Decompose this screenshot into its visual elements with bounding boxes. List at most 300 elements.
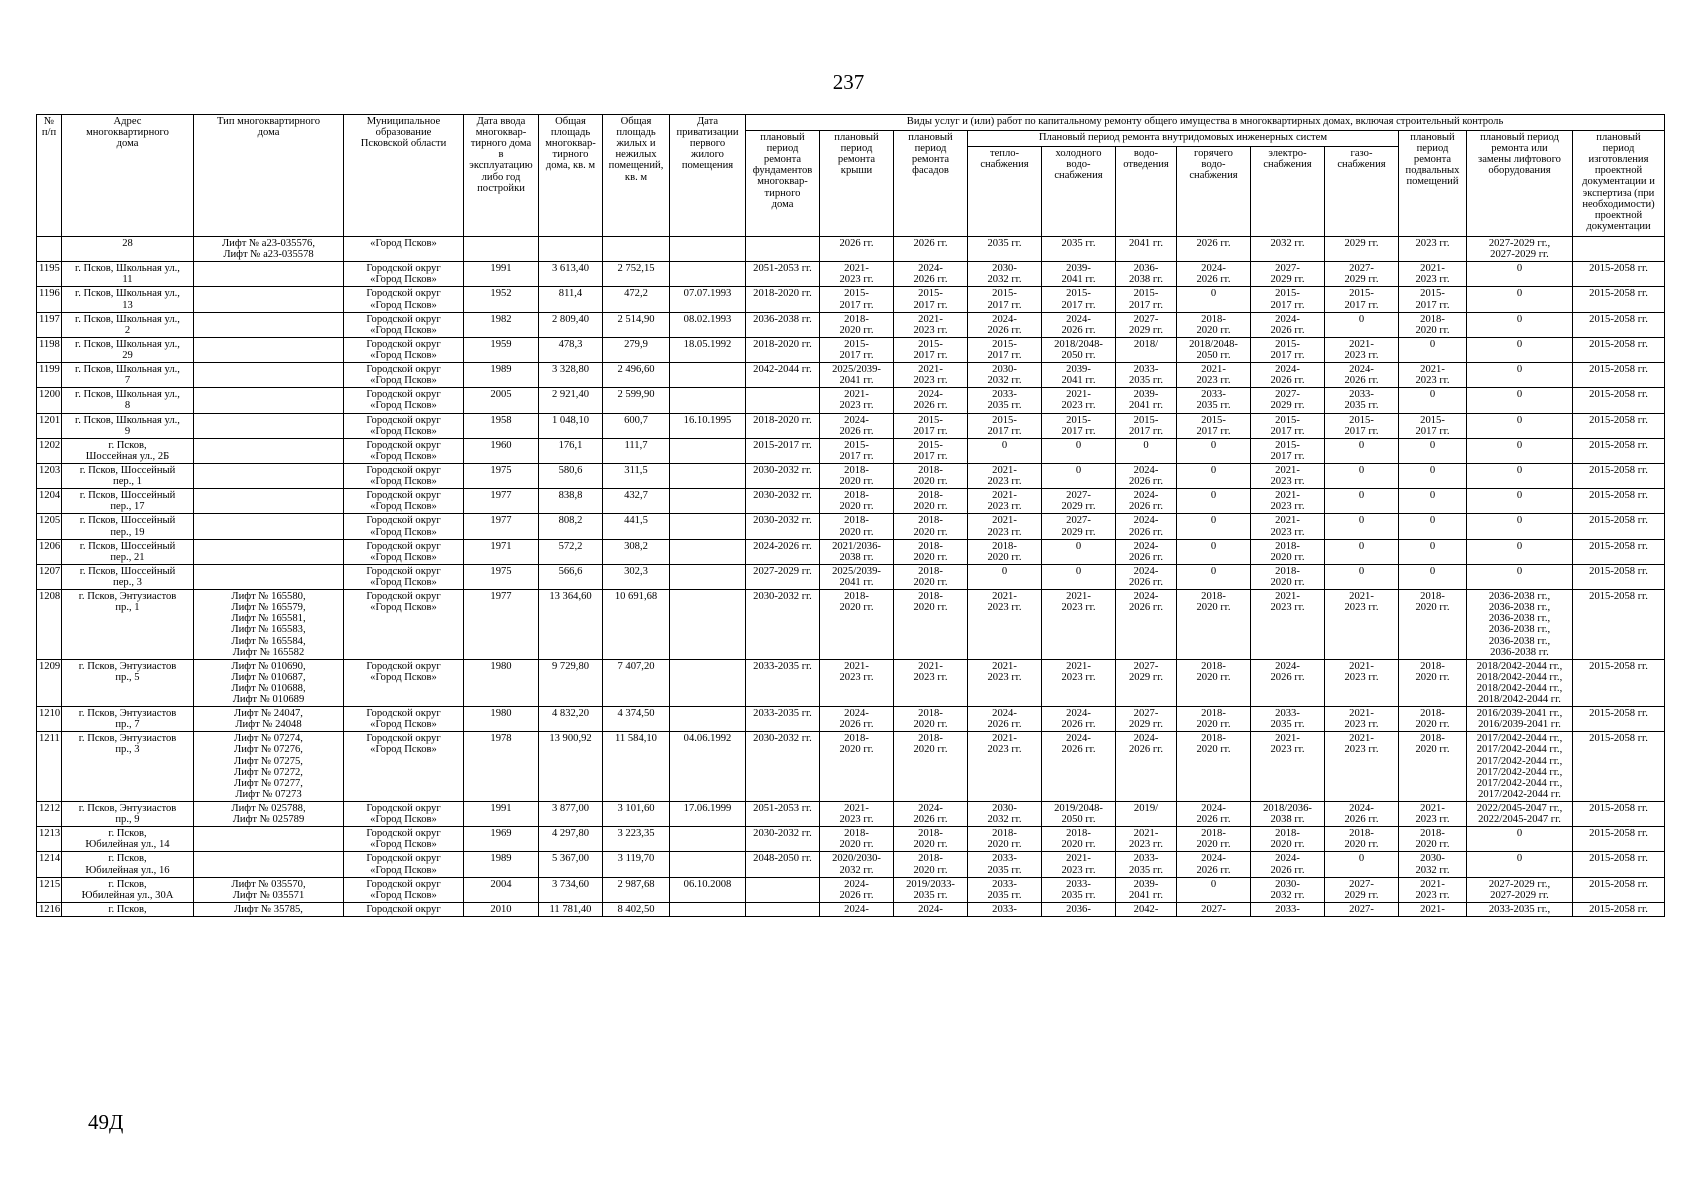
cell-facade: 2015- 2017 гг. [894, 337, 968, 362]
cell-lift: 0 [1467, 287, 1573, 312]
cell-priv: 04.06.1992 [670, 732, 746, 802]
cell-lift: 0 [1467, 827, 1573, 852]
cell-facade: 2018- 2020 гг. [894, 590, 968, 660]
cell-foundation [746, 902, 820, 916]
cell-lift: 0 [1467, 413, 1573, 438]
cell-total: 2 921,40 [539, 388, 603, 413]
cell-address: г. Псков, Юбилейная ул., 30А [62, 877, 194, 902]
cell-type [194, 312, 344, 337]
cell-living: 441,5 [603, 514, 670, 539]
table-row [37, 732, 1665, 802]
col-type-header: Тип многоквартирного дома [194, 115, 344, 237]
cell-type [194, 262, 344, 287]
cell-heat: 2015- 2017 гг. [968, 413, 1042, 438]
cell-priv [670, 902, 746, 916]
cell-facade: 2018- 2020 гг. [894, 827, 968, 852]
cell-heat: 2021- 2023 гг. [968, 732, 1042, 802]
cell-sewer: 2024- 2026 гг. [1116, 732, 1177, 802]
cell-municipality: Городской округ «Город Псков» [344, 262, 464, 287]
cell-cold: 0 [1042, 463, 1116, 488]
cell-electric: 2018/2036- 2038 гг. [1251, 802, 1325, 827]
cell-basement: 0 [1399, 539, 1467, 564]
cell-heat: 2021- 2023 гг. [968, 659, 1042, 706]
cell-electric: 2024- 2026 гг. [1251, 659, 1325, 706]
cell-total: 5 367,00 [539, 852, 603, 877]
cell-lift: 0 [1467, 514, 1573, 539]
cell-commission: 1991 [464, 802, 539, 827]
cell-living: 3 101,60 [603, 802, 670, 827]
cell-roof: 2024- 2026 гг. [820, 877, 894, 902]
cell-heat: 2021- 2023 гг. [968, 590, 1042, 660]
cell-design: 2015-2058 гг. [1573, 388, 1665, 413]
cell-total: 13 364,60 [539, 590, 603, 660]
col-roof-header: плановый период ремонта крыши [820, 131, 894, 237]
cell-design: 2015-2058 гг. [1573, 659, 1665, 706]
cell-total: 838,8 [539, 489, 603, 514]
cell-basement: 0 [1399, 564, 1467, 589]
col-num-header: № п/п [37, 115, 62, 237]
cell-foundation: 2030-2032 гг. [746, 590, 820, 660]
cell-commission: 1978 [464, 732, 539, 802]
cell-sewer: 2033- 2035 гг. [1116, 852, 1177, 877]
cell-electric: 2018- 2020 гг. [1251, 564, 1325, 589]
cell-design: 2015-2058 гг. [1573, 852, 1665, 877]
cell-design: 2015-2058 гг. [1573, 802, 1665, 827]
cell-hot: 2018- 2020 гг. [1177, 732, 1251, 802]
cell-municipality: Городской округ «Город Псков» [344, 827, 464, 852]
cell-cold: 2024- 2026 гг. [1042, 312, 1116, 337]
cell-municipality: Городской округ «Город Псков» [344, 659, 464, 706]
cell-commission: 1975 [464, 463, 539, 488]
cell-commission: 1980 [464, 659, 539, 706]
cell-sewer: 2027- 2029 гг. [1116, 707, 1177, 732]
cell-num [37, 237, 62, 262]
cell-lift: 0 [1467, 564, 1573, 589]
cell-heat: 2018- 2020 гг. [968, 827, 1042, 852]
cell-electric: 2018- 2020 гг. [1251, 827, 1325, 852]
cell-facade: 2024- 2026 гг. [894, 262, 968, 287]
table-row [37, 590, 1665, 660]
cell-hot: 2021- 2023 гг. [1177, 363, 1251, 388]
cell-foundation: 2030-2032 гг. [746, 463, 820, 488]
cell-heat: 2021- 2023 гг. [968, 489, 1042, 514]
cell-electric: 2015- 2017 гг. [1251, 287, 1325, 312]
cell-design: 2015-2058 гг. [1573, 337, 1665, 362]
cell-gas: 0 [1325, 564, 1399, 589]
cell-num: 1196 [37, 287, 62, 312]
cell-priv [670, 438, 746, 463]
table-row [37, 707, 1665, 732]
cell-basement: 0 [1399, 489, 1467, 514]
cell-electric: 2021- 2023 гг. [1251, 732, 1325, 802]
footer-code: 49Д [88, 1110, 124, 1134]
cell-type [194, 463, 344, 488]
cell-type: Лифт № 165580, Лифт № 165579, Лифт № 165581, Лифт № 165583, Лифт № 165584, Лифт № 165582 [194, 590, 344, 660]
cell-design [1573, 237, 1665, 262]
cell-type [194, 337, 344, 362]
cell-roof: 2026 гг. [820, 237, 894, 262]
cell-cold: 2021- 2023 гг. [1042, 852, 1116, 877]
cell-living: 2 987,68 [603, 877, 670, 902]
cell-address: г. Псков, Шоссейный пер., 17 [62, 489, 194, 514]
cell-address: г. Псков, Школьная ул., 9 [62, 413, 194, 438]
table-row [37, 262, 1665, 287]
cell-municipality: Городской округ «Город Псков» [344, 877, 464, 902]
cell-priv: 17.06.1999 [670, 802, 746, 827]
cell-electric: 2015- 2017 гг. [1251, 438, 1325, 463]
cell-design: 2015-2058 гг. [1573, 463, 1665, 488]
cell-electric: 2018- 2020 гг. [1251, 539, 1325, 564]
cell-lift: 0 [1467, 539, 1573, 564]
cell-heat: 2024- 2026 гг. [968, 707, 1042, 732]
cell-heat: 2021- 2023 гг. [968, 514, 1042, 539]
cell-living: 302,3 [603, 564, 670, 589]
cell-hot: 2018- 2020 гг. [1177, 707, 1251, 732]
cell-cold: 0 [1042, 438, 1116, 463]
cell-municipality: Городской округ «Город Псков» [344, 802, 464, 827]
cell-num: 1215 [37, 877, 62, 902]
cell-lift: 2016/2039-2041 гг., 2016/2039-2041 гг. [1467, 707, 1573, 732]
cell-gas: 2021- 2023 гг. [1325, 707, 1399, 732]
cell-sewer: 2024- 2026 гг. [1116, 514, 1177, 539]
cell-type [194, 539, 344, 564]
cell-total: 811,4 [539, 287, 603, 312]
cell-living: 2 496,60 [603, 363, 670, 388]
cell-lift: 0 [1467, 363, 1573, 388]
cell-roof: 2018- 2020 гг. [820, 463, 894, 488]
cell-foundation: 2051-2053 гг. [746, 262, 820, 287]
cell-design: 2015-2058 гг. [1573, 539, 1665, 564]
cell-total: 2 809,40 [539, 312, 603, 337]
cell-electric: 2030- 2032 гг. [1251, 877, 1325, 902]
cell-num: 1211 [37, 732, 62, 802]
cell-gas: 0 [1325, 463, 1399, 488]
cell-living [603, 237, 670, 262]
cell-electric: 2021- 2023 гг. [1251, 463, 1325, 488]
cell-type [194, 388, 344, 413]
cell-commission: 1969 [464, 827, 539, 852]
cell-cold: 2018/2048- 2050 гг. [1042, 337, 1116, 362]
cell-foundation: 2030-2032 гг. [746, 514, 820, 539]
table-row [37, 659, 1665, 706]
table-row [37, 237, 1665, 262]
cell-commission: 1952 [464, 287, 539, 312]
cell-basement: 2021- 2023 гг. [1399, 802, 1467, 827]
cell-address: г. Псков, Юбилейная ул., 14 [62, 827, 194, 852]
cell-basement: 0 [1399, 388, 1467, 413]
cell-heat: 2033- 2035 гг. [968, 388, 1042, 413]
cell-commission: 1989 [464, 852, 539, 877]
cell-gas: 2029 гг. [1325, 237, 1399, 262]
col-total-area-header: Общая площадь многоквар- тирного дома, кв. м [539, 115, 603, 237]
cell-design: 2015-2058 гг. [1573, 514, 1665, 539]
cell-hot: 2018- 2020 гг. [1177, 312, 1251, 337]
cell-facade: 2018- 2020 гг. [894, 852, 968, 877]
cell-commission: 1977 [464, 514, 539, 539]
cell-type: Лифт № 24047, Лифт № 24048 [194, 707, 344, 732]
cell-municipality: «Город Псков» [344, 237, 464, 262]
cell-basement: 2018- 2020 гг. [1399, 590, 1467, 660]
cell-living: 472,2 [603, 287, 670, 312]
col-privatization-header: Дата приватизации первого жилого помещения [670, 115, 746, 237]
cell-commission: 2010 [464, 902, 539, 916]
cell-roof: 2024- 2026 гг. [820, 707, 894, 732]
table-row [37, 877, 1665, 902]
cell-cold: 2018- 2020 гг. [1042, 827, 1116, 852]
cell-num: 1199 [37, 363, 62, 388]
cell-foundation: 2018-2020 гг. [746, 287, 820, 312]
cell-address: г. Псков, Шоссейный пер., 19 [62, 514, 194, 539]
cell-num: 1206 [37, 539, 62, 564]
cell-electric: 2024- 2026 гг. [1251, 363, 1325, 388]
cell-lift: 2017/2042-2044 гг., 2017/2042-2044 гг., 2017/2042-2044 гг., 2017/2042-2044 гг., 2017/2042-2044 гг., 2017/2042-2044 гг. [1467, 732, 1573, 802]
cell-gas: 2021- 2023 гг. [1325, 590, 1399, 660]
cell-type [194, 438, 344, 463]
cell-commission: 1980 [464, 707, 539, 732]
cell-total: 13 900,92 [539, 732, 603, 802]
cell-hot: 0 [1177, 539, 1251, 564]
cell-hot: 0 [1177, 287, 1251, 312]
cell-type: Лифт № 010690, Лифт № 010687, Лифт № 010688, Лифт № 010689 [194, 659, 344, 706]
cell-electric: 2024- 2026 гг. [1251, 852, 1325, 877]
cell-sewer: 2039- 2041 гг. [1116, 388, 1177, 413]
cell-priv [670, 827, 746, 852]
cell-design: 2015-2058 гг. [1573, 312, 1665, 337]
cell-priv [670, 707, 746, 732]
cell-sewer: 2024- 2026 гг. [1116, 564, 1177, 589]
cell-living: 311,5 [603, 463, 670, 488]
cell-living: 8 402,50 [603, 902, 670, 916]
cell-municipality: Городской округ «Город Псков» [344, 707, 464, 732]
cell-sewer: 2019/ [1116, 802, 1177, 827]
cell-hot: 0 [1177, 877, 1251, 902]
cell-roof: 2018- 2020 гг. [820, 827, 894, 852]
cell-facade: 2018- 2020 гг. [894, 489, 968, 514]
cell-commission: 1959 [464, 337, 539, 362]
cell-heat: 2035 гг. [968, 237, 1042, 262]
cell-foundation: 2018-2020 гг. [746, 413, 820, 438]
cell-electric: 2024- 2026 гг. [1251, 312, 1325, 337]
cell-roof: 2024- [820, 902, 894, 916]
cell-address: г. Псков, Шоссейный пер., 3 [62, 564, 194, 589]
cell-roof: 2021/2036- 2038 гг. [820, 539, 894, 564]
cell-num: 1208 [37, 590, 62, 660]
cell-heat: 2033- [968, 902, 1042, 916]
cell-priv [670, 852, 746, 877]
cell-type: Лифт № 035570, Лифт № 035571 [194, 877, 344, 902]
cell-address: г. Псков, Энтузиастов пр., 5 [62, 659, 194, 706]
cell-gas: 2015- 2017 гг. [1325, 287, 1399, 312]
cell-sewer: 2027- 2029 гг. [1116, 659, 1177, 706]
cell-type [194, 363, 344, 388]
cell-cold: 2019/2048- 2050 гг. [1042, 802, 1116, 827]
table-row [37, 463, 1665, 488]
table-row [37, 337, 1665, 362]
cell-priv [670, 489, 746, 514]
cell-roof: 2021- 2023 гг. [820, 262, 894, 287]
cell-foundation [746, 237, 820, 262]
cell-total: 3 877,00 [539, 802, 603, 827]
cell-num: 1205 [37, 514, 62, 539]
cell-type: Лифт № 07274, Лифт № 07276, Лифт № 07275, Лифт № 07272, Лифт № 07277, Лифт № 07273 [194, 732, 344, 802]
cell-facade: 2018- 2020 гг. [894, 564, 968, 589]
cell-basement: 2018- 2020 гг. [1399, 659, 1467, 706]
cell-living: 2 514,90 [603, 312, 670, 337]
cell-priv [670, 363, 746, 388]
cell-heat: 2024- 2026 гг. [968, 312, 1042, 337]
cell-living: 2 599,90 [603, 388, 670, 413]
col-facade-header: плановый период ремонта фасадов [894, 131, 968, 237]
cell-priv: 16.10.1995 [670, 413, 746, 438]
cell-living: 111,7 [603, 438, 670, 463]
cell-design: 2015-2058 гг. [1573, 489, 1665, 514]
cell-design: 2015-2058 гг. [1573, 590, 1665, 660]
cell-num: 1198 [37, 337, 62, 362]
table-row [37, 827, 1665, 852]
cell-heat: 2033- 2035 гг. [968, 877, 1042, 902]
cell-municipality: Городской округ «Город Псков» [344, 438, 464, 463]
cell-lift: 0 [1467, 337, 1573, 362]
table-row [37, 902, 1665, 916]
cell-design: 2015-2058 гг. [1573, 413, 1665, 438]
cell-address: г. Псков, Шоссейный пер., 21 [62, 539, 194, 564]
cell-lift: 2033-2035 гг., [1467, 902, 1573, 916]
table-row [37, 413, 1665, 438]
cell-cold: 2021- 2023 гг. [1042, 659, 1116, 706]
cell-priv [670, 539, 746, 564]
cell-basement: 2023 гг. [1399, 237, 1467, 262]
cell-lift: 0 [1467, 262, 1573, 287]
cell-cold: 2027- 2029 гг. [1042, 489, 1116, 514]
cell-facade: 2018- 2020 гг. [894, 539, 968, 564]
cell-hot: 2027- [1177, 902, 1251, 916]
cell-heat: 0 [968, 564, 1042, 589]
cell-roof: 2018- 2020 гг. [820, 514, 894, 539]
cell-gas: 2027- 2029 гг. [1325, 877, 1399, 902]
cell-type: Лифт № 025788, Лифт № 025789 [194, 802, 344, 827]
cell-electric: 2027- 2029 гг. [1251, 388, 1325, 413]
cell-commission: 1971 [464, 539, 539, 564]
table-row [37, 489, 1665, 514]
col-basement-header: плановый период ремонта подвальных помещений [1399, 131, 1467, 237]
cell-facade: 2019/2033- 2035 гг. [894, 877, 968, 902]
cell-type [194, 489, 344, 514]
cell-gas: 2027- 2029 гг. [1325, 262, 1399, 287]
cell-cold: 2024- 2026 гг. [1042, 732, 1116, 802]
cell-municipality: Городской округ «Город Псков» [344, 312, 464, 337]
cell-sewer: 2015- 2017 гг. [1116, 413, 1177, 438]
cell-heat: 2030- 2032 гг. [968, 363, 1042, 388]
cell-heat: 2033- 2035 гг. [968, 852, 1042, 877]
cell-hot: 2024- 2026 гг. [1177, 262, 1251, 287]
cell-priv [670, 237, 746, 262]
cell-total: 566,6 [539, 564, 603, 589]
cell-facade: 2024- 2026 гг. [894, 802, 968, 827]
cell-municipality: Городской округ «Город Псков» [344, 514, 464, 539]
cell-design: 2015-2058 гг. [1573, 287, 1665, 312]
cell-lift: 2036-2038 гг., 2036-2038 гг., 2036-2038 гг., 2036-2038 гг., 2036-2038 гг., 2036-2038 гг. [1467, 590, 1573, 660]
cell-basement: 2021- [1399, 902, 1467, 916]
cell-sewer: 2041 гг. [1116, 237, 1177, 262]
cell-priv: 06.10.2008 [670, 877, 746, 902]
cell-num: 1209 [37, 659, 62, 706]
table-row [37, 363, 1665, 388]
cell-electric: 2015- 2017 гг. [1251, 337, 1325, 362]
cell-living: 10 691,68 [603, 590, 670, 660]
cell-basement: 2021- 2023 гг. [1399, 363, 1467, 388]
cell-electric: 2033- [1251, 902, 1325, 916]
table-row [37, 514, 1665, 539]
cell-basement: 2021- 2023 гг. [1399, 877, 1467, 902]
cell-municipality: Городской округ «Город Псков» [344, 363, 464, 388]
cell-foundation: 2033-2035 гг. [746, 707, 820, 732]
cell-foundation: 2051-2053 гг. [746, 802, 820, 827]
cell-design: 2015-2058 гг. [1573, 438, 1665, 463]
cell-total: 1 048,10 [539, 413, 603, 438]
cell-gas: 2021- 2023 гг. [1325, 732, 1399, 802]
cell-lift: 0 [1467, 852, 1573, 877]
cell-basement: 2018- 2020 гг. [1399, 827, 1467, 852]
cell-living: 2 752,15 [603, 262, 670, 287]
cell-gas: 2021- 2023 гг. [1325, 659, 1399, 706]
cell-roof: 2018- 2020 гг. [820, 732, 894, 802]
cell-electric: 2027- 2029 гг. [1251, 262, 1325, 287]
cell-roof: 2018- 2020 гг. [820, 312, 894, 337]
cell-facade: 2024- [894, 902, 968, 916]
cell-facade: 2021- 2023 гг. [894, 363, 968, 388]
cell-hot: 2018- 2020 гг. [1177, 590, 1251, 660]
cell-gas: 2024- 2026 гг. [1325, 802, 1399, 827]
cell-electric: 2021- 2023 гг. [1251, 514, 1325, 539]
cell-num: 1207 [37, 564, 62, 589]
cell-num: 1212 [37, 802, 62, 827]
cell-design: 2015-2058 гг. [1573, 877, 1665, 902]
cell-basement: 2015- 2017 гг. [1399, 413, 1467, 438]
cell-sewer: 2042- [1116, 902, 1177, 916]
cell-priv: 07.07.1993 [670, 287, 746, 312]
cell-municipality: Городской округ «Город Псков» [344, 732, 464, 802]
cell-cold: 2015- 2017 гг. [1042, 413, 1116, 438]
cell-total: 808,2 [539, 514, 603, 539]
cell-living: 308,2 [603, 539, 670, 564]
cell-basement: 0 [1399, 337, 1467, 362]
cell-roof: 2021- 2023 гг. [820, 388, 894, 413]
cell-sewer: 2024- 2026 гг. [1116, 489, 1177, 514]
cell-foundation: 2015-2017 гг. [746, 438, 820, 463]
cell-hot: 2018- 2020 гг. [1177, 827, 1251, 852]
cell-facade: 2015- 2017 гг. [894, 413, 968, 438]
cell-foundation: 2024-2026 гг. [746, 539, 820, 564]
cell-address: г. Псков, Школьная ул., 11 [62, 262, 194, 287]
cell-cold: 2035 гг. [1042, 237, 1116, 262]
cell-municipality: Городской округ «Город Псков» [344, 463, 464, 488]
cell-hot: 0 [1177, 463, 1251, 488]
cell-priv [670, 463, 746, 488]
cell-commission: 1982 [464, 312, 539, 337]
cell-municipality: Городской округ «Город Псков» [344, 287, 464, 312]
table-row [37, 564, 1665, 589]
cell-num: 1213 [37, 827, 62, 852]
cell-living: 600,7 [603, 413, 670, 438]
cell-priv [670, 514, 746, 539]
col-heat-header: тепло- снабжения [968, 147, 1042, 237]
cell-foundation: 2018-2020 гг. [746, 337, 820, 362]
cell-address: г. Псков, Школьная ул., 29 [62, 337, 194, 362]
cell-hot: 2026 гг. [1177, 237, 1251, 262]
cell-commission: 1975 [464, 564, 539, 589]
cell-living: 11 584,10 [603, 732, 670, 802]
cell-gas: 2033- 2035 гг. [1325, 388, 1399, 413]
